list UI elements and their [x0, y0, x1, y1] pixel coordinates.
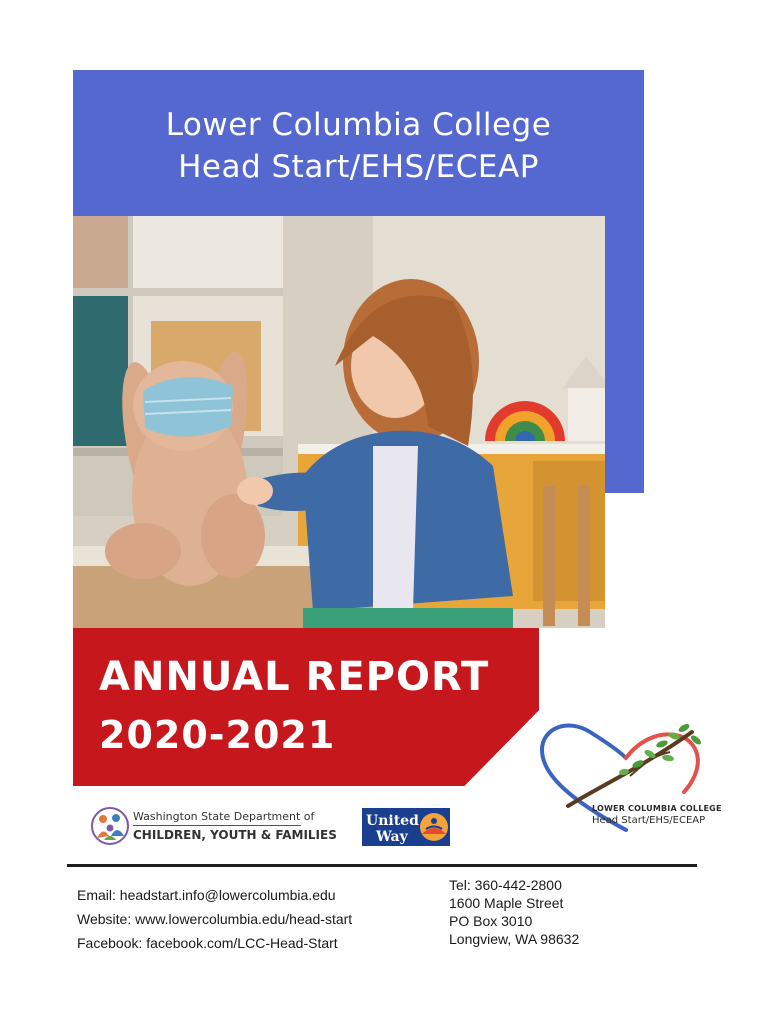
college-title: Lower Columbia College — [165, 107, 552, 143]
dcyf-agency-line: Washington State Department of — [133, 810, 315, 823]
facebook-line: Facebook: facebook.com/LCC-Head-Start — [77, 935, 338, 951]
email-line: Email: headstart.info@lowercolumbia.edu — [77, 887, 336, 903]
footer-divider — [67, 864, 697, 867]
online-contacts — [77, 883, 352, 955]
united-way-text-1: United — [366, 813, 419, 829]
po-box-line: PO Box 3010 — [449, 913, 533, 929]
united-way-logo — [362, 808, 450, 846]
dcyf-name-line: CHILDREN, YOUTH & FAMILIES — [133, 828, 337, 842]
report-banner — [73, 628, 539, 786]
lcc-logo-name: LOWER COLUMBIA COLLEGE — [592, 804, 722, 813]
united-way-text-2: Way — [376, 829, 408, 845]
dcyf-family-icon — [90, 806, 130, 846]
phone-line: Tel: 360-442-2800 — [449, 877, 562, 893]
program-title: Head Start/EHS/ECEAP — [178, 149, 539, 185]
report-year: 2020-2021 — [99, 713, 336, 757]
report-title: ANNUAL REPORT — [99, 654, 490, 700]
cover-photo — [73, 216, 605, 628]
mailing-contacts — [449, 876, 579, 948]
website-line: Website: www.lowercolumbia.edu/head-start — [77, 911, 353, 927]
city-line: Longview, WA 98632 — [449, 931, 580, 947]
street-line: 1600 Maple Street — [449, 895, 564, 911]
dcyf-divider — [133, 825, 301, 826]
lcc-logo-program: Head Start/EHS/ECEAP — [592, 815, 706, 826]
